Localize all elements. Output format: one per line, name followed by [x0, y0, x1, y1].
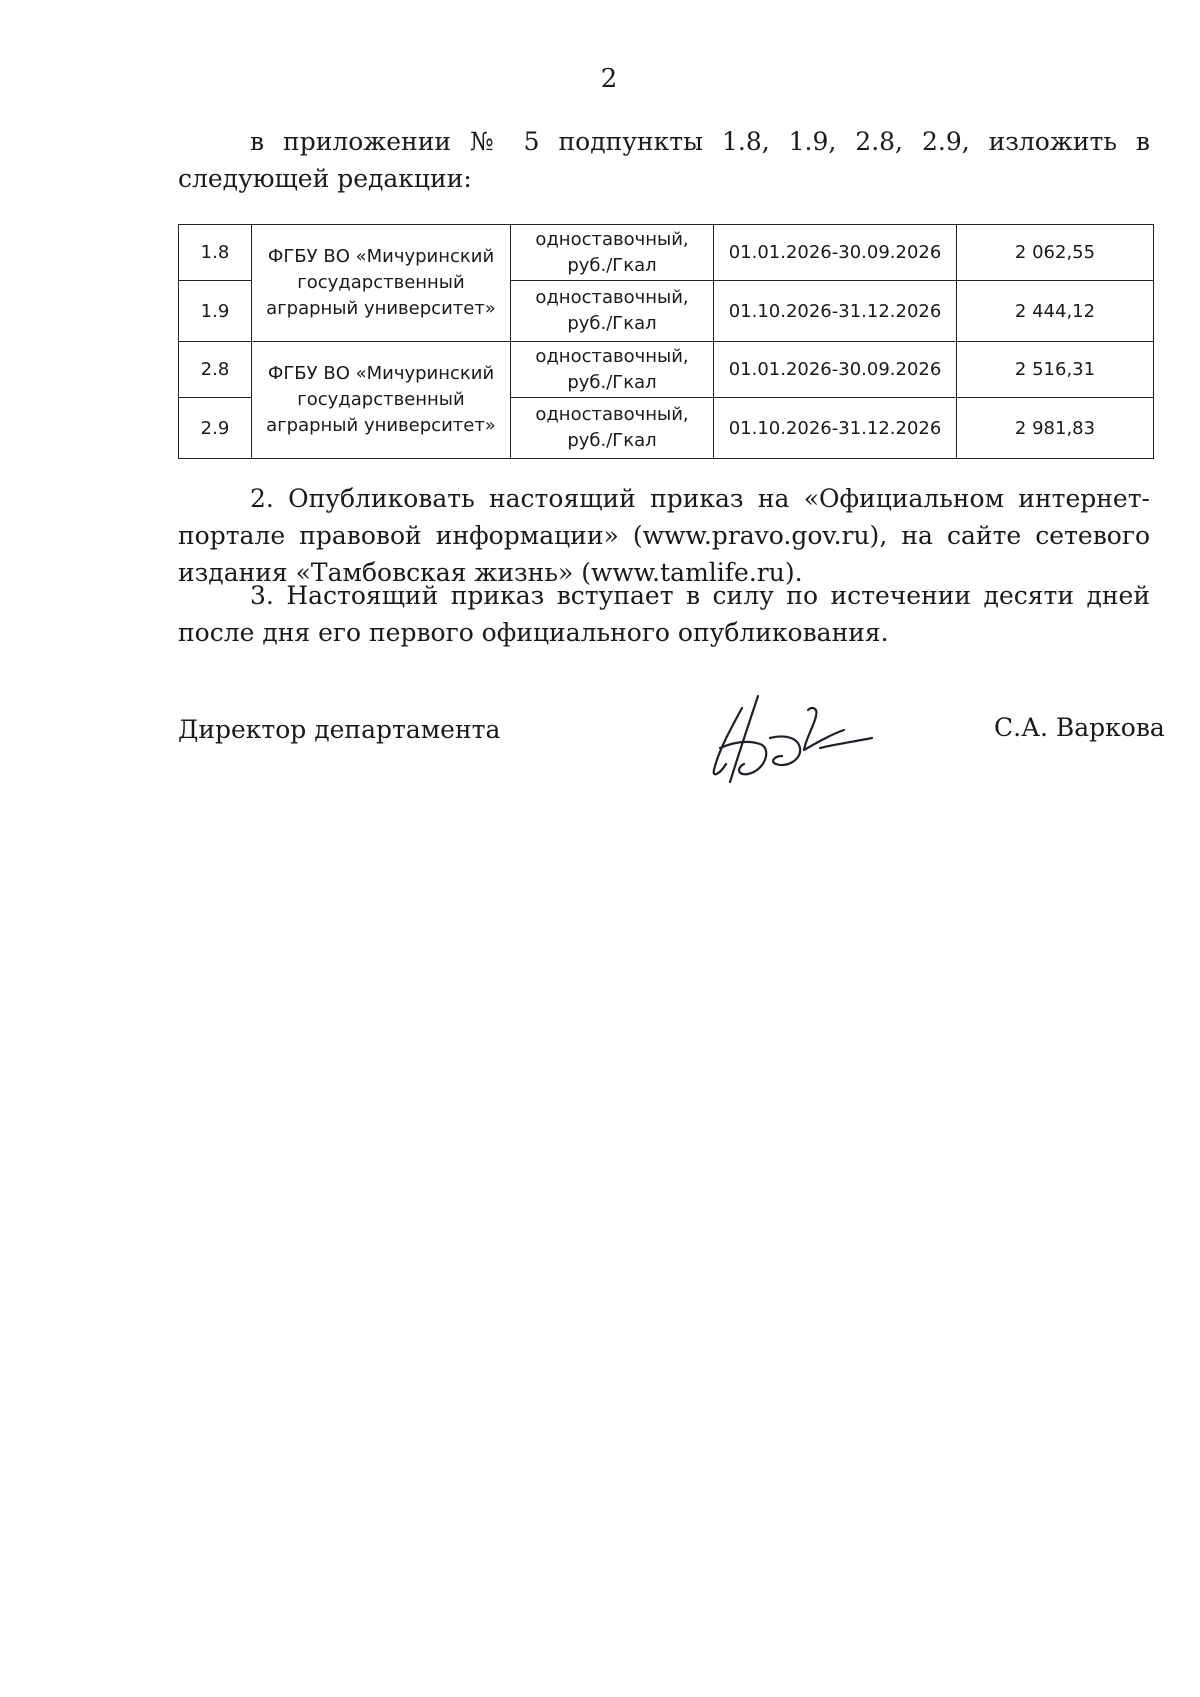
- cell-unit: одноставочный, руб./Гкал: [511, 281, 714, 342]
- cell-number: 2.9: [179, 398, 252, 459]
- cell-period: 01.01.2026-30.09.2026: [714, 225, 957, 281]
- cell-period: 01.10.2026-31.12.2026: [714, 398, 957, 459]
- cell-unit: одноставочный, руб./Гкал: [511, 342, 714, 398]
- publication-paragraph: 2. Опубликовать настоящий приказ на «Официальном интернет-портале правовой информации» (www.pravo.gov.ru), на сайте сетевого издания «Тамбовская жизнь» (www.tamlife.ru).: [178, 484, 1150, 587]
- cell-period: 01.10.2026-31.12.2026: [714, 281, 957, 342]
- page-number: 2: [600, 64, 618, 94]
- cell-value: 2 062,55: [957, 225, 1154, 281]
- cell-value: 2 981,83: [957, 398, 1154, 459]
- cell-unit: одноставочный, руб./Гкал: [511, 398, 714, 459]
- table-row: [179, 225, 1154, 281]
- cell-number: 1.9: [179, 281, 252, 342]
- effective-date-paragraph: 3. Настоящий приказ вступает в силу по истечении десяти дней после дня его первого официального опубликования.: [178, 581, 1150, 647]
- handwritten-signature: [700, 690, 890, 790]
- cell-number: 2.8: [179, 342, 252, 398]
- table-row: [179, 342, 1154, 398]
- signatory-title: Директор департамента: [178, 715, 501, 744]
- cell-value: 2 444,12: [957, 281, 1154, 342]
- tariff-table: [178, 224, 1154, 459]
- intro-paragraph: в приложении № 5 подпункты 1.8, 1.9, 2.8, 2.9, изложить в следующей редакции:: [178, 127, 1150, 193]
- cell-period: 01.01.2026-30.09.2026: [714, 342, 957, 398]
- cell-unit: одноставочный, руб./Гкал: [511, 225, 714, 281]
- cell-organization: ФГБУ ВО «Мичуринский государственный аграрный университет»: [252, 342, 511, 459]
- cell-number: 1.8: [179, 225, 252, 281]
- signatory-name: С.А. Варкова: [994, 713, 1165, 742]
- cell-organization: ФГБУ ВО «Мичуринский государственный аграрный университет»: [252, 225, 511, 342]
- cell-value: 2 516,31: [957, 342, 1154, 398]
